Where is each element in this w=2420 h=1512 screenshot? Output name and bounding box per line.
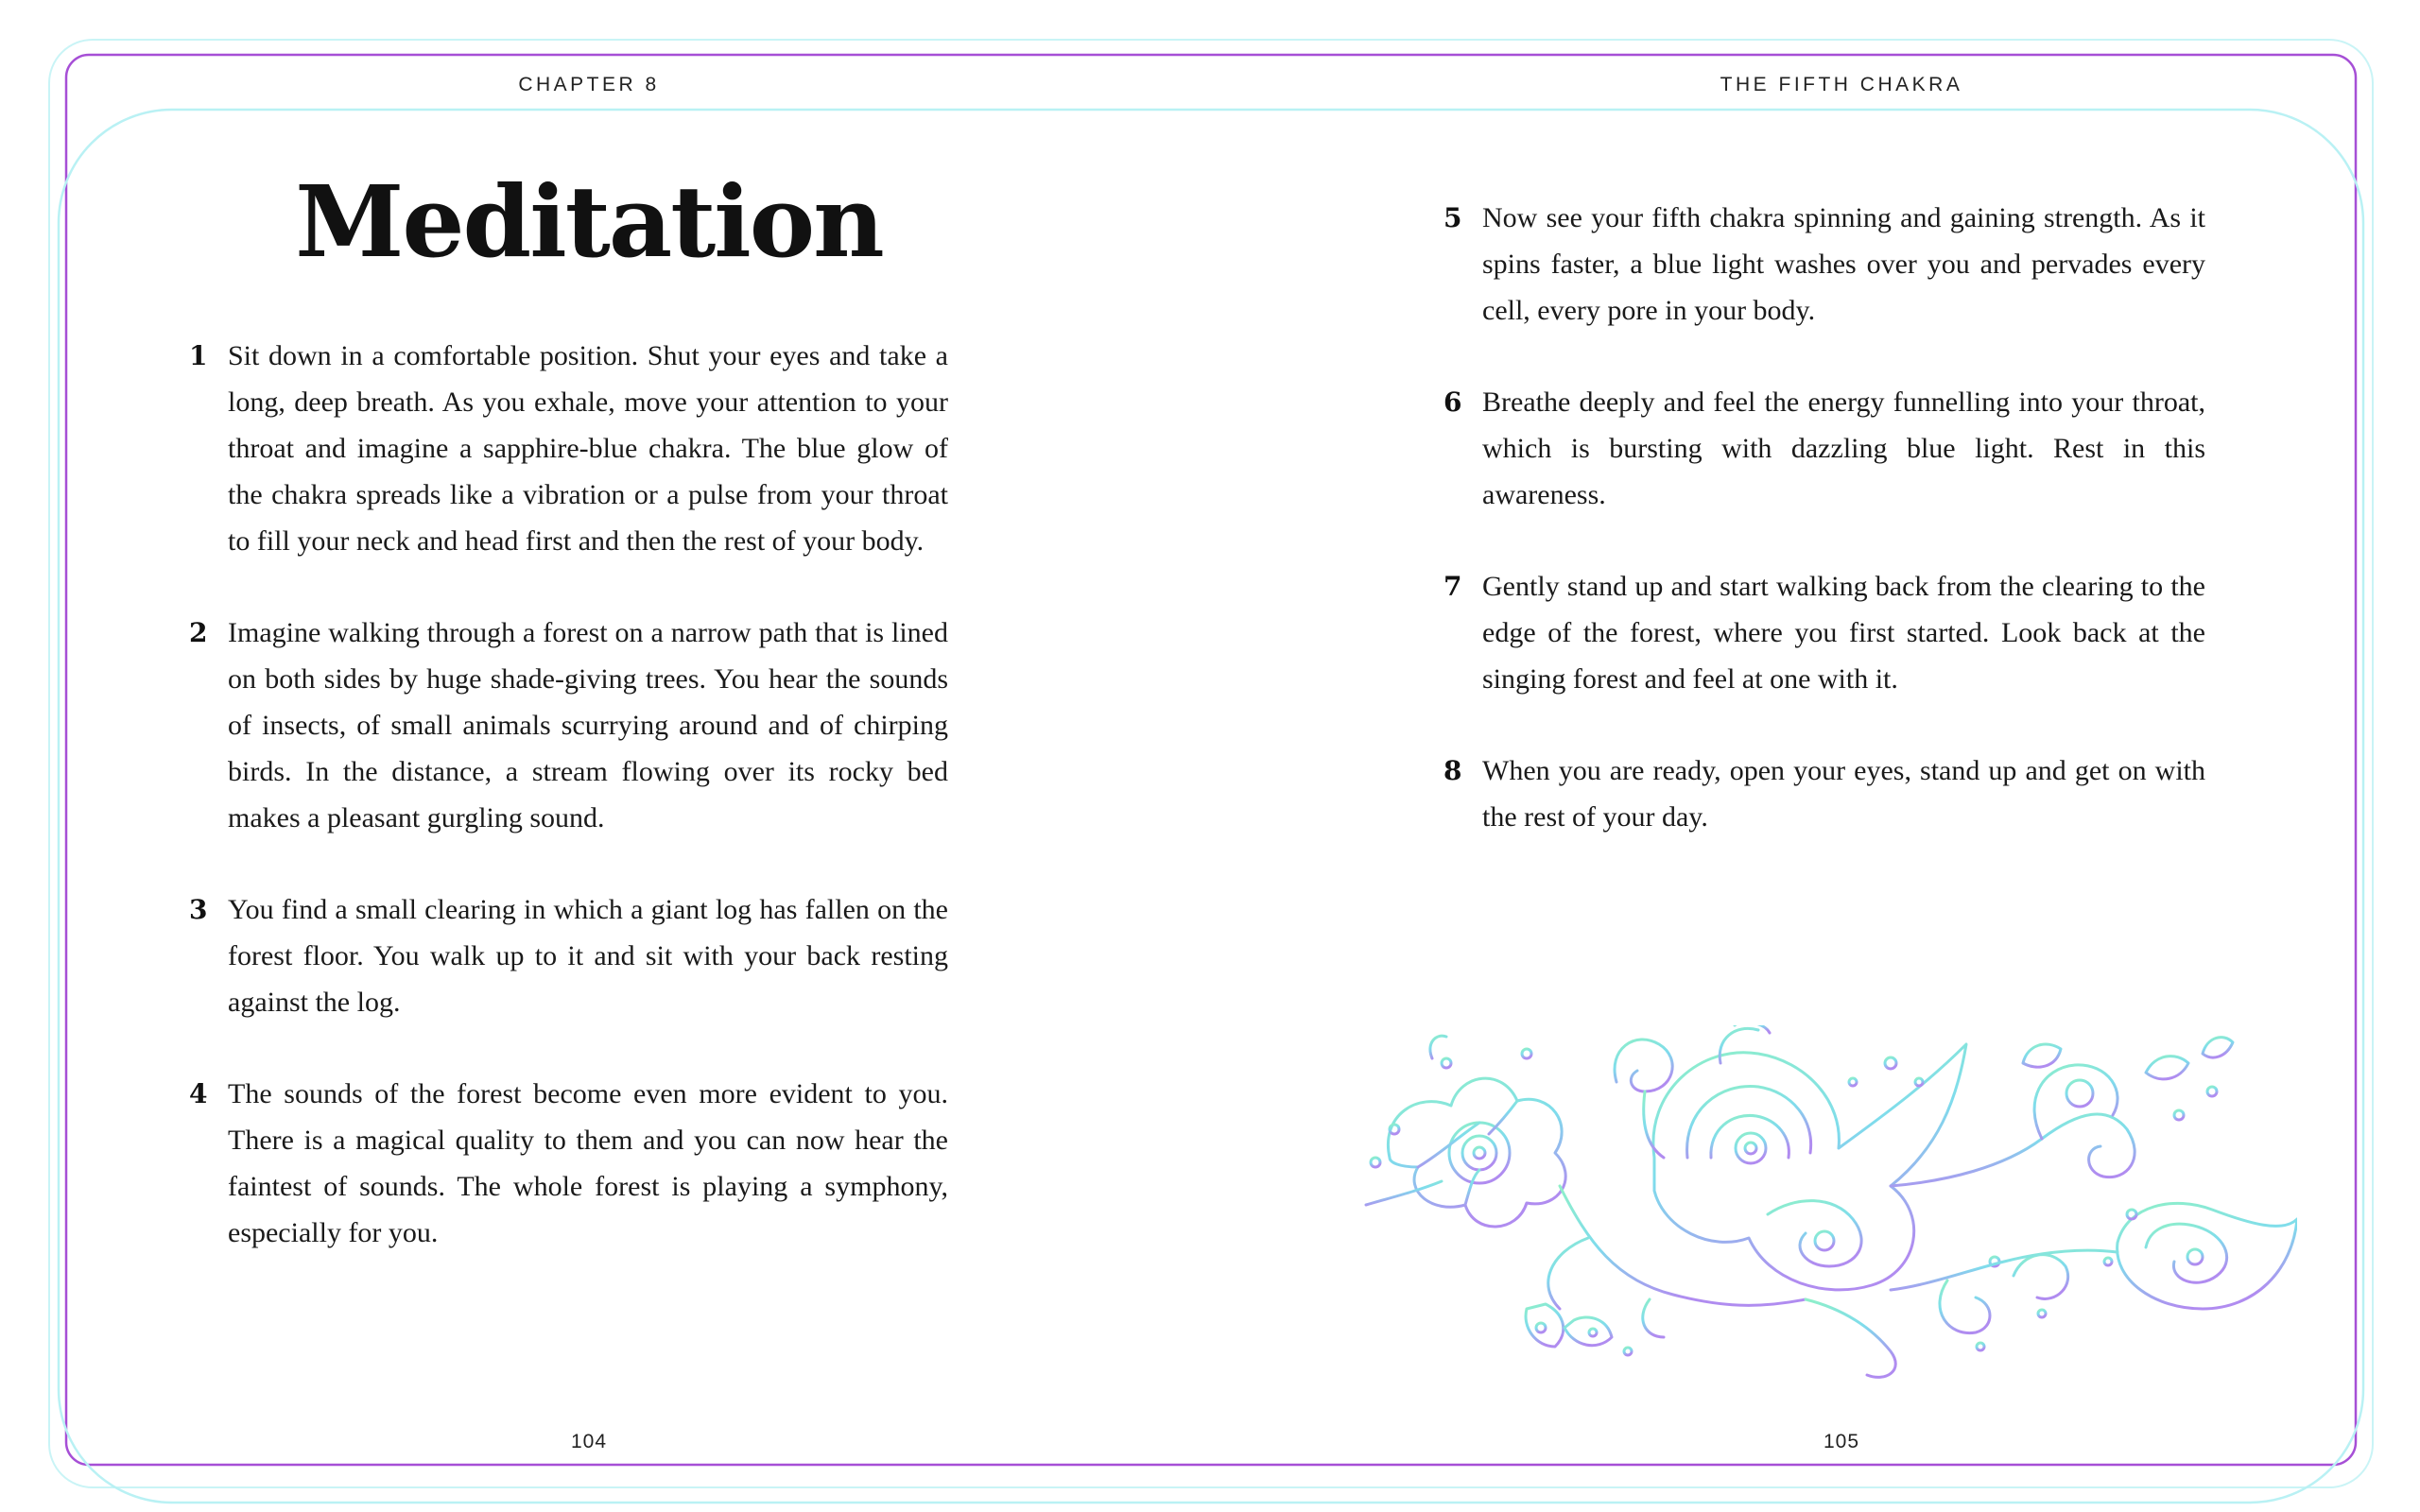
page-number-right: 105 — [1823, 1431, 1860, 1452]
henna-paisley-ornament-icon — [1361, 1025, 2297, 1384]
steps-list-left — [189, 333, 948, 1301]
step-number: 1 — [189, 340, 208, 371]
step-item — [1443, 195, 2205, 334]
step-item — [1443, 563, 2205, 702]
running-head-section: THE FIFTH CHAKRA — [1720, 74, 1963, 95]
running-head-chapter: CHAPTER 8 — [518, 74, 660, 95]
step-text: Breathe deeply and feel the energy funnelling into your throat, which is bursting with dazzling blue light. Rest in this awareness. — [1482, 387, 2205, 510]
step-item — [1443, 747, 2205, 840]
step-text: The sounds of the forest become even more evident to you. There is a magical quality to them and you can now hear the faintest of sounds. The whole forest is playing a symphony, especially for you. — [228, 1078, 948, 1248]
page-title: Meditation — [295, 163, 883, 280]
step-text: You find a small clearing in which a giant log has fallen on the forest floor. You walk up to it and sit with your back resting against the log. — [228, 894, 948, 1018]
step-number: 4 — [189, 1078, 208, 1109]
step-item — [189, 333, 948, 564]
step-text: Gently stand up and start walking back from the clearing to the edge of the forest, where you first started. Look back at the singing forest and feel at one with it. — [1482, 571, 2205, 695]
steps-list-right — [1443, 195, 2205, 885]
step-text: Sit down in a comfortable position. Shut your eyes and take a long, deep breath. As you exhale, move your attention to your throat and imagine a sapphire-blue chakra. The blue glow of the chakra spreads like a vibration or a pulse from your throat to fill your neck and head first and then the rest of your body. — [228, 340, 948, 557]
step-number: 6 — [1443, 387, 1462, 418]
step-number: 3 — [189, 894, 208, 925]
step-item — [1443, 379, 2205, 518]
step-item — [189, 1071, 948, 1256]
page-number-left: 104 — [570, 1431, 608, 1452]
step-item — [189, 610, 948, 841]
step-number: 2 — [189, 617, 208, 648]
step-text: When you are ready, open your eyes, stand up and get on with the rest of your day. — [1482, 755, 2205, 833]
step-text: Imagine walking through a forest on a narrow path that is lined on both sides by huge shade-giving trees. You hear the sounds of insects, of small animals scurrying around and of chirping birds. In the distance, a stream flowing over its rocky bed makes a pleasant gurgling sound. — [228, 617, 948, 833]
step-number: 5 — [1443, 202, 1462, 233]
step-number: 7 — [1443, 571, 1462, 602]
step-number: 8 — [1443, 755, 1462, 786]
step-text: Now see your fifth chakra spinning and gaining strength. As it spins faster, a blue light washes over you and pervades every cell, every pore in your body. — [1482, 202, 2205, 326]
step-item — [189, 886, 948, 1025]
